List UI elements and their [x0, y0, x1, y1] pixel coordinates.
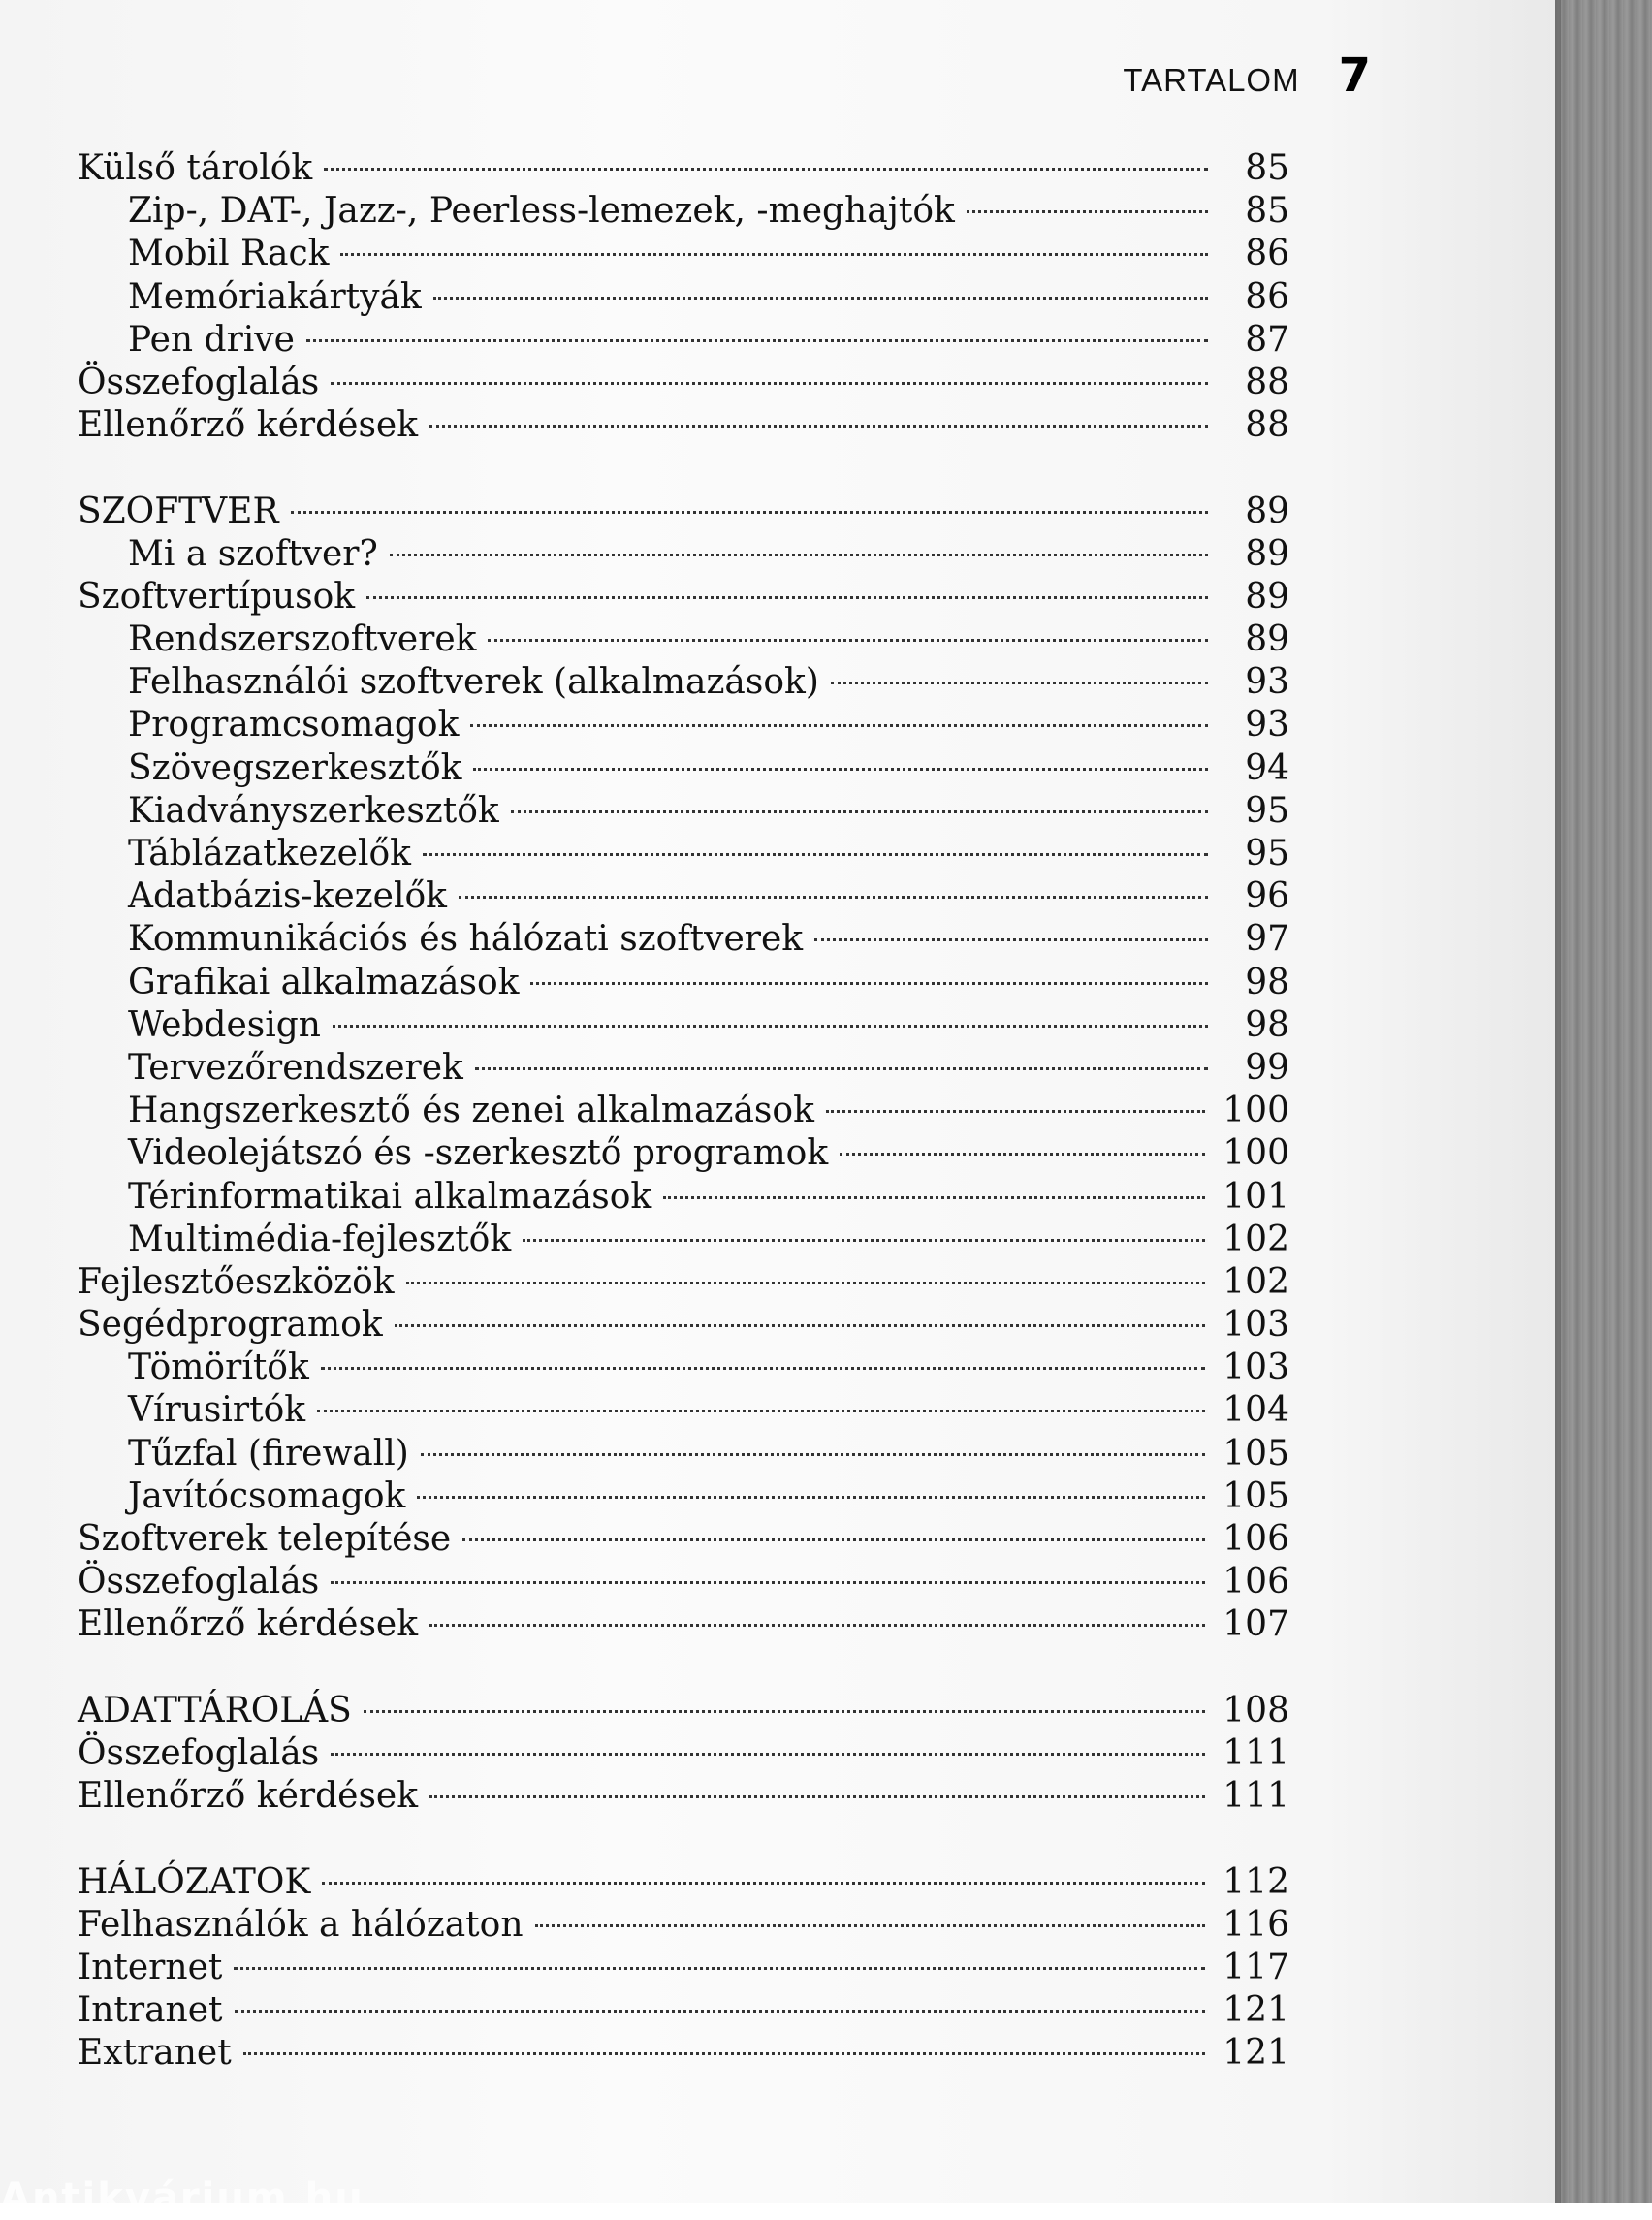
toc-entry-title: Ellenőrző kérdések [78, 1776, 419, 1817]
toc-entry [78, 576, 1289, 618]
toc-entry-page: 85 [1245, 191, 1289, 232]
dot-leader [333, 1025, 1208, 1028]
toc-subentry [78, 790, 1289, 833]
toc-subentry [78, 1347, 1289, 1389]
toc-entry-page: 105 [1223, 1475, 1289, 1516]
toc-entry [78, 1775, 1289, 1818]
toc-entry-page: 88 [1245, 362, 1289, 402]
toc-entry-title: Adatbázis-kezelők [128, 876, 447, 917]
toc-entry-page: 97 [1245, 919, 1289, 960]
toc-entry [78, 1603, 1289, 1646]
toc-entry-title: Mi a szoftver? [128, 533, 378, 574]
dot-leader [321, 1367, 1205, 1370]
toc-entry-page: 98 [1245, 962, 1289, 1002]
toc-subentry [78, 319, 1289, 362]
toc-entry-page: 100 [1223, 1091, 1289, 1131]
toc-entry-page: 89 [1245, 491, 1289, 531]
toc-entry-page: 98 [1245, 1004, 1289, 1045]
toc-subentry [78, 918, 1289, 961]
toc-entry-title: Multimédia-fejlesztők [128, 1219, 512, 1259]
dot-leader [967, 210, 1208, 213]
toc-subentry [78, 661, 1289, 704]
toc-entry [78, 1989, 1289, 2032]
dot-leader [235, 2010, 1206, 2013]
toc-entry-page: 105 [1223, 1433, 1289, 1474]
dot-leader [331, 1581, 1205, 1584]
toc-subentry [78, 1047, 1289, 1090]
toc-entry-page: 106 [1223, 1562, 1289, 1602]
toc-entry-page: 102 [1223, 1261, 1289, 1302]
watermark: Antikvárium.hu [0, 2175, 365, 2220]
toc-entry-title: Tervezőrendszerek [128, 1047, 463, 1088]
toc-entry-page: 121 [1223, 2033, 1289, 2074]
toc-entry-title: HÁLÓZATOK [78, 1861, 311, 1902]
toc-entry-title: Pen drive [128, 319, 295, 360]
toc-entry [78, 1904, 1289, 1947]
toc-entry-title: Ellenőrző kérdések [78, 1604, 419, 1645]
dot-leader [470, 724, 1208, 727]
toc-entry-title: Zip-, DAT-, Jazz-, Peerless-lemezek, -meghajtók [128, 191, 955, 232]
dot-leader [243, 2052, 1206, 2055]
toc-entry-title: Internet [78, 1947, 223, 1987]
dot-leader [291, 511, 1208, 514]
dot-leader [331, 1753, 1205, 1756]
toc-entry [78, 1861, 1289, 1904]
dot-leader [406, 1282, 1206, 1284]
dot-leader [324, 168, 1208, 171]
toc-entry-title: Videolejátszó és -szerkesztő programok [128, 1133, 829, 1174]
dot-leader [826, 1110, 1205, 1113]
table-of-contents [78, 147, 1289, 2075]
toc-entry-page: 99 [1245, 1047, 1289, 1088]
toc-entry [78, 1561, 1289, 1603]
toc-entry [78, 362, 1289, 404]
toc-subentry [78, 1004, 1289, 1047]
toc-entry-page: 85 [1245, 148, 1289, 188]
dot-leader [523, 1239, 1205, 1242]
toc-entry-page: 111 [1223, 1776, 1289, 1817]
background-surface [1555, 0, 1652, 2203]
dot-leader [234, 1967, 1205, 1970]
toc-entry-title: Programcsomagok [128, 705, 460, 745]
toc-entry-title: Javítócsomagok [128, 1475, 406, 1516]
toc-entry-page: 102 [1223, 1219, 1289, 1259]
toc-subentry [78, 962, 1289, 1004]
dot-leader [840, 1153, 1205, 1156]
toc-entry-title: Külső tárolók [78, 148, 313, 188]
toc-entry-page: 104 [1223, 1390, 1289, 1431]
toc-entry-title: Vírusirtók [128, 1390, 306, 1431]
toc-entry-title: Intranet [78, 1990, 223, 2031]
toc-entry-title: Extranet [78, 2033, 232, 2074]
toc-entry-page: 96 [1245, 876, 1289, 917]
toc-subentry [78, 1389, 1289, 1432]
toc-entry-page: 93 [1245, 662, 1289, 703]
section-label: TARTALOM [1123, 62, 1300, 98]
toc-subentry [78, 190, 1289, 233]
toc-entry-title: Összefoglalás [78, 362, 320, 402]
dot-leader [475, 1067, 1208, 1070]
toc-entry [78, 1518, 1289, 1561]
toc-entry-title: Grafikai alkalmazások [128, 962, 520, 1002]
toc-entry-title: Rendszerszoftverek [128, 619, 477, 660]
toc-entry-page: 107 [1223, 1604, 1289, 1645]
toc-subentry [78, 533, 1289, 576]
toc-subentry [78, 1433, 1289, 1475]
toc-entry-title: Mobil Rack [128, 234, 330, 274]
toc-subentry [78, 875, 1289, 918]
toc-entry-page: 103 [1223, 1348, 1289, 1388]
toc-subentry [78, 833, 1289, 875]
dot-leader [473, 768, 1208, 771]
toc-entry [78, 1947, 1289, 1989]
dot-leader [429, 1624, 1205, 1627]
dot-leader [322, 1882, 1205, 1885]
toc-entry-title: Összefoglalás [78, 1562, 320, 1602]
toc-entry-page: 95 [1245, 790, 1289, 831]
toc-entry [78, 147, 1289, 190]
toc-entry [78, 1732, 1289, 1775]
dot-leader [395, 1324, 1206, 1327]
dot-leader [831, 682, 1208, 684]
section-spacer [78, 1647, 1289, 1690]
dot-leader [306, 339, 1208, 342]
dot-leader [535, 1924, 1206, 1927]
dot-leader [459, 896, 1208, 899]
toc-entry [78, 1690, 1289, 1732]
toc-entry-page: 106 [1223, 1519, 1289, 1559]
toc-entry-title: Táblázatkezelők [128, 834, 411, 873]
dot-leader [530, 982, 1208, 985]
dot-leader [421, 1453, 1205, 1456]
toc-entry [78, 404, 1289, 447]
toc-entry-title: SZOFTVER [78, 491, 279, 531]
section-spacer [78, 447, 1289, 490]
dot-leader [488, 639, 1208, 642]
toc-entry-page: 94 [1245, 747, 1289, 788]
dot-leader [814, 938, 1208, 941]
toc-entry-page: 88 [1245, 405, 1289, 446]
toc-entry-title: Hangszerkesztő és zenei alkalmazások [128, 1091, 814, 1131]
toc-subentry [78, 618, 1289, 661]
toc-entry-page: 93 [1245, 705, 1289, 745]
toc-subentry [78, 276, 1289, 319]
toc-entry-page: 86 [1245, 276, 1289, 317]
toc-entry-page: 121 [1223, 1990, 1289, 2031]
toc-entry [78, 491, 1289, 533]
dot-leader [433, 297, 1208, 300]
dot-leader [417, 1496, 1205, 1499]
toc-entry-page: 89 [1245, 619, 1289, 660]
toc-subentry [78, 233, 1289, 275]
dot-leader [340, 253, 1208, 256]
dot-leader [364, 1710, 1205, 1713]
toc-entry-title: Webdesign [128, 1004, 321, 1045]
toc-entry [78, 2032, 1289, 2075]
dot-leader [429, 1795, 1205, 1798]
toc-entry-page: 117 [1223, 1947, 1289, 1987]
toc-entry-title: Fejlesztőeszközök [78, 1261, 395, 1302]
toc-entry-page: 116 [1223, 1904, 1289, 1945]
dot-leader [462, 1538, 1205, 1541]
toc-entry-page: 89 [1245, 576, 1289, 617]
toc-subentry [78, 1475, 1289, 1518]
toc-entry-page: 95 [1245, 834, 1289, 873]
toc-entry-title: Szoftverek telepítése [78, 1519, 452, 1559]
toc-entry-title: Segédprogramok [78, 1305, 383, 1346]
dot-leader [429, 425, 1208, 428]
toc-entry [78, 1261, 1289, 1304]
toc-entry-title: Kommunikációs és hálózati szoftverek [128, 919, 804, 960]
dot-leader [366, 596, 1208, 599]
dot-leader [331, 382, 1208, 385]
toc-entry-title: Összefoglalás [78, 1732, 320, 1773]
toc-entry-page: 100 [1223, 1133, 1289, 1174]
toc-entry-page: 112 [1223, 1861, 1289, 1902]
toc-subentry [78, 747, 1289, 790]
dot-leader [511, 810, 1208, 813]
dot-leader [423, 853, 1208, 856]
toc-entry-page: 108 [1223, 1690, 1289, 1730]
toc-entry-page: 86 [1245, 234, 1289, 274]
toc-entry-title: ADATTÁROLÁS [78, 1690, 352, 1730]
toc-entry-title: Felhasználói szoftverek (alkalmazások) [128, 662, 819, 703]
toc-entry-page: 87 [1245, 319, 1289, 360]
toc-entry-page: 103 [1223, 1305, 1289, 1346]
toc-entry-page: 89 [1245, 533, 1289, 574]
toc-entry-title: Térinformatikai alkalmazások [128, 1176, 652, 1217]
toc-entry-title: Tűzfal (firewall) [128, 1433, 409, 1474]
page-header [1123, 48, 1371, 103]
toc-subentry [78, 1132, 1289, 1175]
toc-subentry [78, 1219, 1289, 1261]
toc-entry-title: Szövegszerkesztők [128, 747, 462, 788]
toc-subentry [78, 1176, 1289, 1219]
toc-entry-title: Memóriakártyák [128, 276, 422, 317]
dot-leader [317, 1410, 1205, 1412]
toc-entry-title: Szoftvertípusok [78, 576, 356, 617]
toc-subentry [78, 1090, 1289, 1132]
dot-leader [663, 1196, 1205, 1199]
section-spacer [78, 1818, 1289, 1860]
toc-entry-title: Kiadványszerkesztők [128, 790, 499, 831]
page-number: 7 [1338, 48, 1371, 103]
toc-entry-title: Ellenőrző kérdések [78, 405, 419, 446]
toc-entry-title: Felhasználók a hálózaton [78, 1904, 524, 1945]
toc-entry [78, 1304, 1289, 1347]
dot-leader [390, 554, 1208, 556]
toc-subentry [78, 704, 1289, 746]
toc-entry-title: Tömörítők [128, 1348, 309, 1388]
toc-entry-page: 111 [1223, 1732, 1289, 1773]
toc-entry-page: 101 [1223, 1176, 1289, 1217]
